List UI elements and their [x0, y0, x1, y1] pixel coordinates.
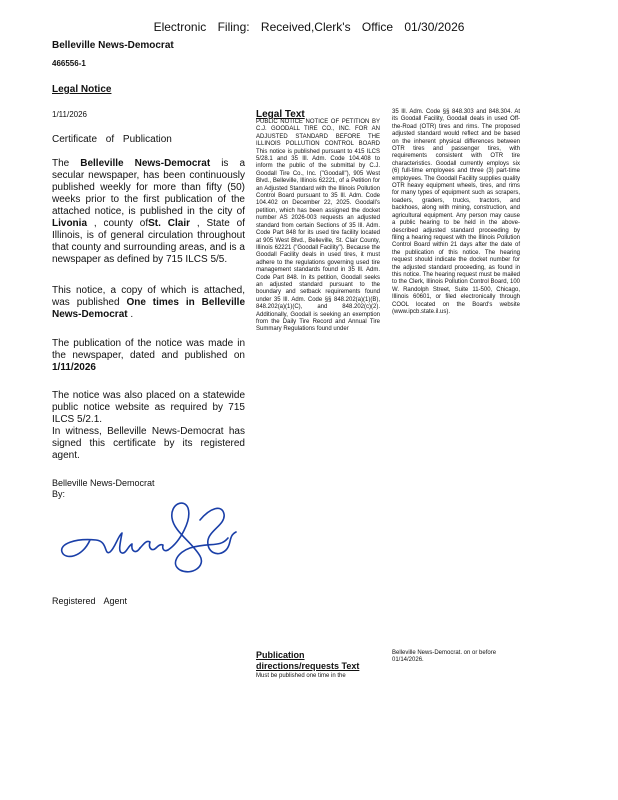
signature-by-label: By:	[52, 489, 66, 499]
p1-text-b: is a secular newspaper, has been continuously published weekly for more than fifty (50) weeks prior to the first publication of the attached notice, is published in the city of	[52, 158, 246, 217]
signature-stroke-4	[200, 508, 236, 553]
p1-county: St. Clair	[148, 218, 190, 229]
p3-text-a: The publication of the notice was made in the newspaper, dated and published on	[52, 338, 245, 361]
signature-publisher: Belleville News-Democrat	[52, 478, 155, 488]
p2-newspaper-name: Belleville News-Democrat	[52, 297, 246, 320]
legal-text-column-2: 35 Ill. Adm. Code §§ 848.303 and 848.304. At its Goodall Facility, Goodall deals in used Off-the-Road (OTR) tires and rims. The proposed adjusted standard would reflect and be based on the inherent physical differences between OTR tires and passenger tires, with requirements consistent with OTR tire characteristics. Goodall currently employs six (6) full-time employees and three (3) part-time employees. The Goodall Facility supplies quality OTR heavy equipment wheels, tires, and rims for many types of equipment such as scrapers, loaders, graders, trucks, tractors, and backhoes, along with mining, construction, and agricultural equipment. Any person may cause a public hearing to be held in the above-described adjusted standard proceeding by filing a hearing request with the Illinois Pollution Control Board within 21 days after the date of the publication of this notice. The hearing request should indicate the docket number for the adjusted standard proceeding, as found in this notice. The hearing request must be mailed to the Clerk, Illinois Pollution Control Board, 100 W. Randolph Street, Suite 11-500, Chicago, Illinois 60601, or filed electronically through COOL located on the Board's website (www.ipcb.state.il.us).	[392, 109, 520, 315]
certificate-paragraph-3	[52, 338, 245, 374]
filing-stamp: Electronic Filing: Received,Clerk's Office 01/30/2026	[153, 20, 465, 34]
p3-date: 1/11/2026	[52, 362, 96, 373]
legal-text-heading: Legal Text	[256, 109, 305, 120]
legal-text-column-1: PUBLIC NOTICE NOTICE OF PETITION BY C.J. GOODALL TIRE CO., INC. FOR AN ADJUSTED STANDARD BEFORE THE ILLINOIS POLLUTION CONTROL BOARD This notice is published pursuant to 415 ILCS 5/28.1 and 35 Ill. Adm. Code 104.408 to inform the public of the submittal by C.J. Goodall Tire Co., Inc. ("Goodall"), 905 West Blvd., Belleville, Illinois 62221, of a Petition for an Adjusted Standard with the Illinois Pollution Control Board pursuant to 35 Ill. Adm. Code 104.402 on December 22, 2025. Goodall's petition, which has been assigned the docket number AS 2026-003 requests an adjusted standard from certain Sections of 35 Ill. Adm. Code Part 848 for its used tire facility located at 905 West Blvd., Belleville, St. Clair County, Illinois 62221 ("Goodall Facility"). Because the Goodall Facility deals in used tires, it must adhere to the regulations governing used tire management standards found in 35 Ill. Adm. Code Part 848. In its petition, Goodall seeks an adjusted standard pursuant to the boundary and setback requirements found under 35 Ill. Adm. Code §§ 848.202(a)(1)(B), 848.202(a)(1)(C), and 848.202(c)(2). Additionally, Goodall is seeking an exemption from the Daily Tire Record and Annual Tire Summary Regulations found under	[256, 119, 380, 333]
certificate-paragraph-4	[52, 390, 245, 462]
p4-witness-statement: In witness, Belleville News-Democrat has signed this certificate by its registered agent.	[52, 426, 245, 461]
registered-agent-label: Registered Agent	[52, 596, 128, 606]
p1-city: Livonia	[52, 218, 88, 229]
signature-stroke-3	[168, 503, 228, 572]
publication-directions-heading: Publication directions/requests Text	[256, 650, 360, 671]
publication-name: Belleville News-Democrat	[52, 40, 174, 51]
p2-text-b: .	[127, 309, 134, 320]
p1-text-d: , State of Illinois, is of general circulation throughout that county and surrounding areas, and is a newspaper as defined by 715 ILCS 5/5.	[52, 218, 245, 265]
p4-website-statement: The notice was also placed on a statewide public notice website as required by 715 ILCS 5/2.1.	[52, 390, 245, 425]
account-number: 466556-1	[52, 59, 86, 68]
signature-stroke-1	[62, 533, 140, 556]
p2-times: One times in	[126, 297, 195, 308]
publication-directions-right: Belleville News-Democrat. on or before 01/14/2026.	[392, 650, 497, 664]
certificate-title: Certificate of Publication	[52, 134, 172, 145]
p1-text-a: The	[52, 158, 81, 169]
legal-notice-heading: Legal Notice	[52, 84, 112, 95]
certificate-paragraph-2	[52, 285, 245, 321]
signature-block	[52, 478, 155, 500]
certificate-paragraph-1	[52, 158, 245, 266]
handwritten-signature	[60, 500, 250, 580]
signature-stroke-2	[140, 541, 168, 550]
notice-date: 1/11/2026	[52, 110, 87, 119]
publication-directions-text: Must be published one time in the	[256, 673, 346, 679]
p1-newspaper-name: Belleville News-Democrat	[80, 158, 211, 169]
p1-text-c: , county of	[87, 218, 149, 229]
p2-text-a: This notice, a copy of which is attached, was published	[52, 285, 245, 308]
